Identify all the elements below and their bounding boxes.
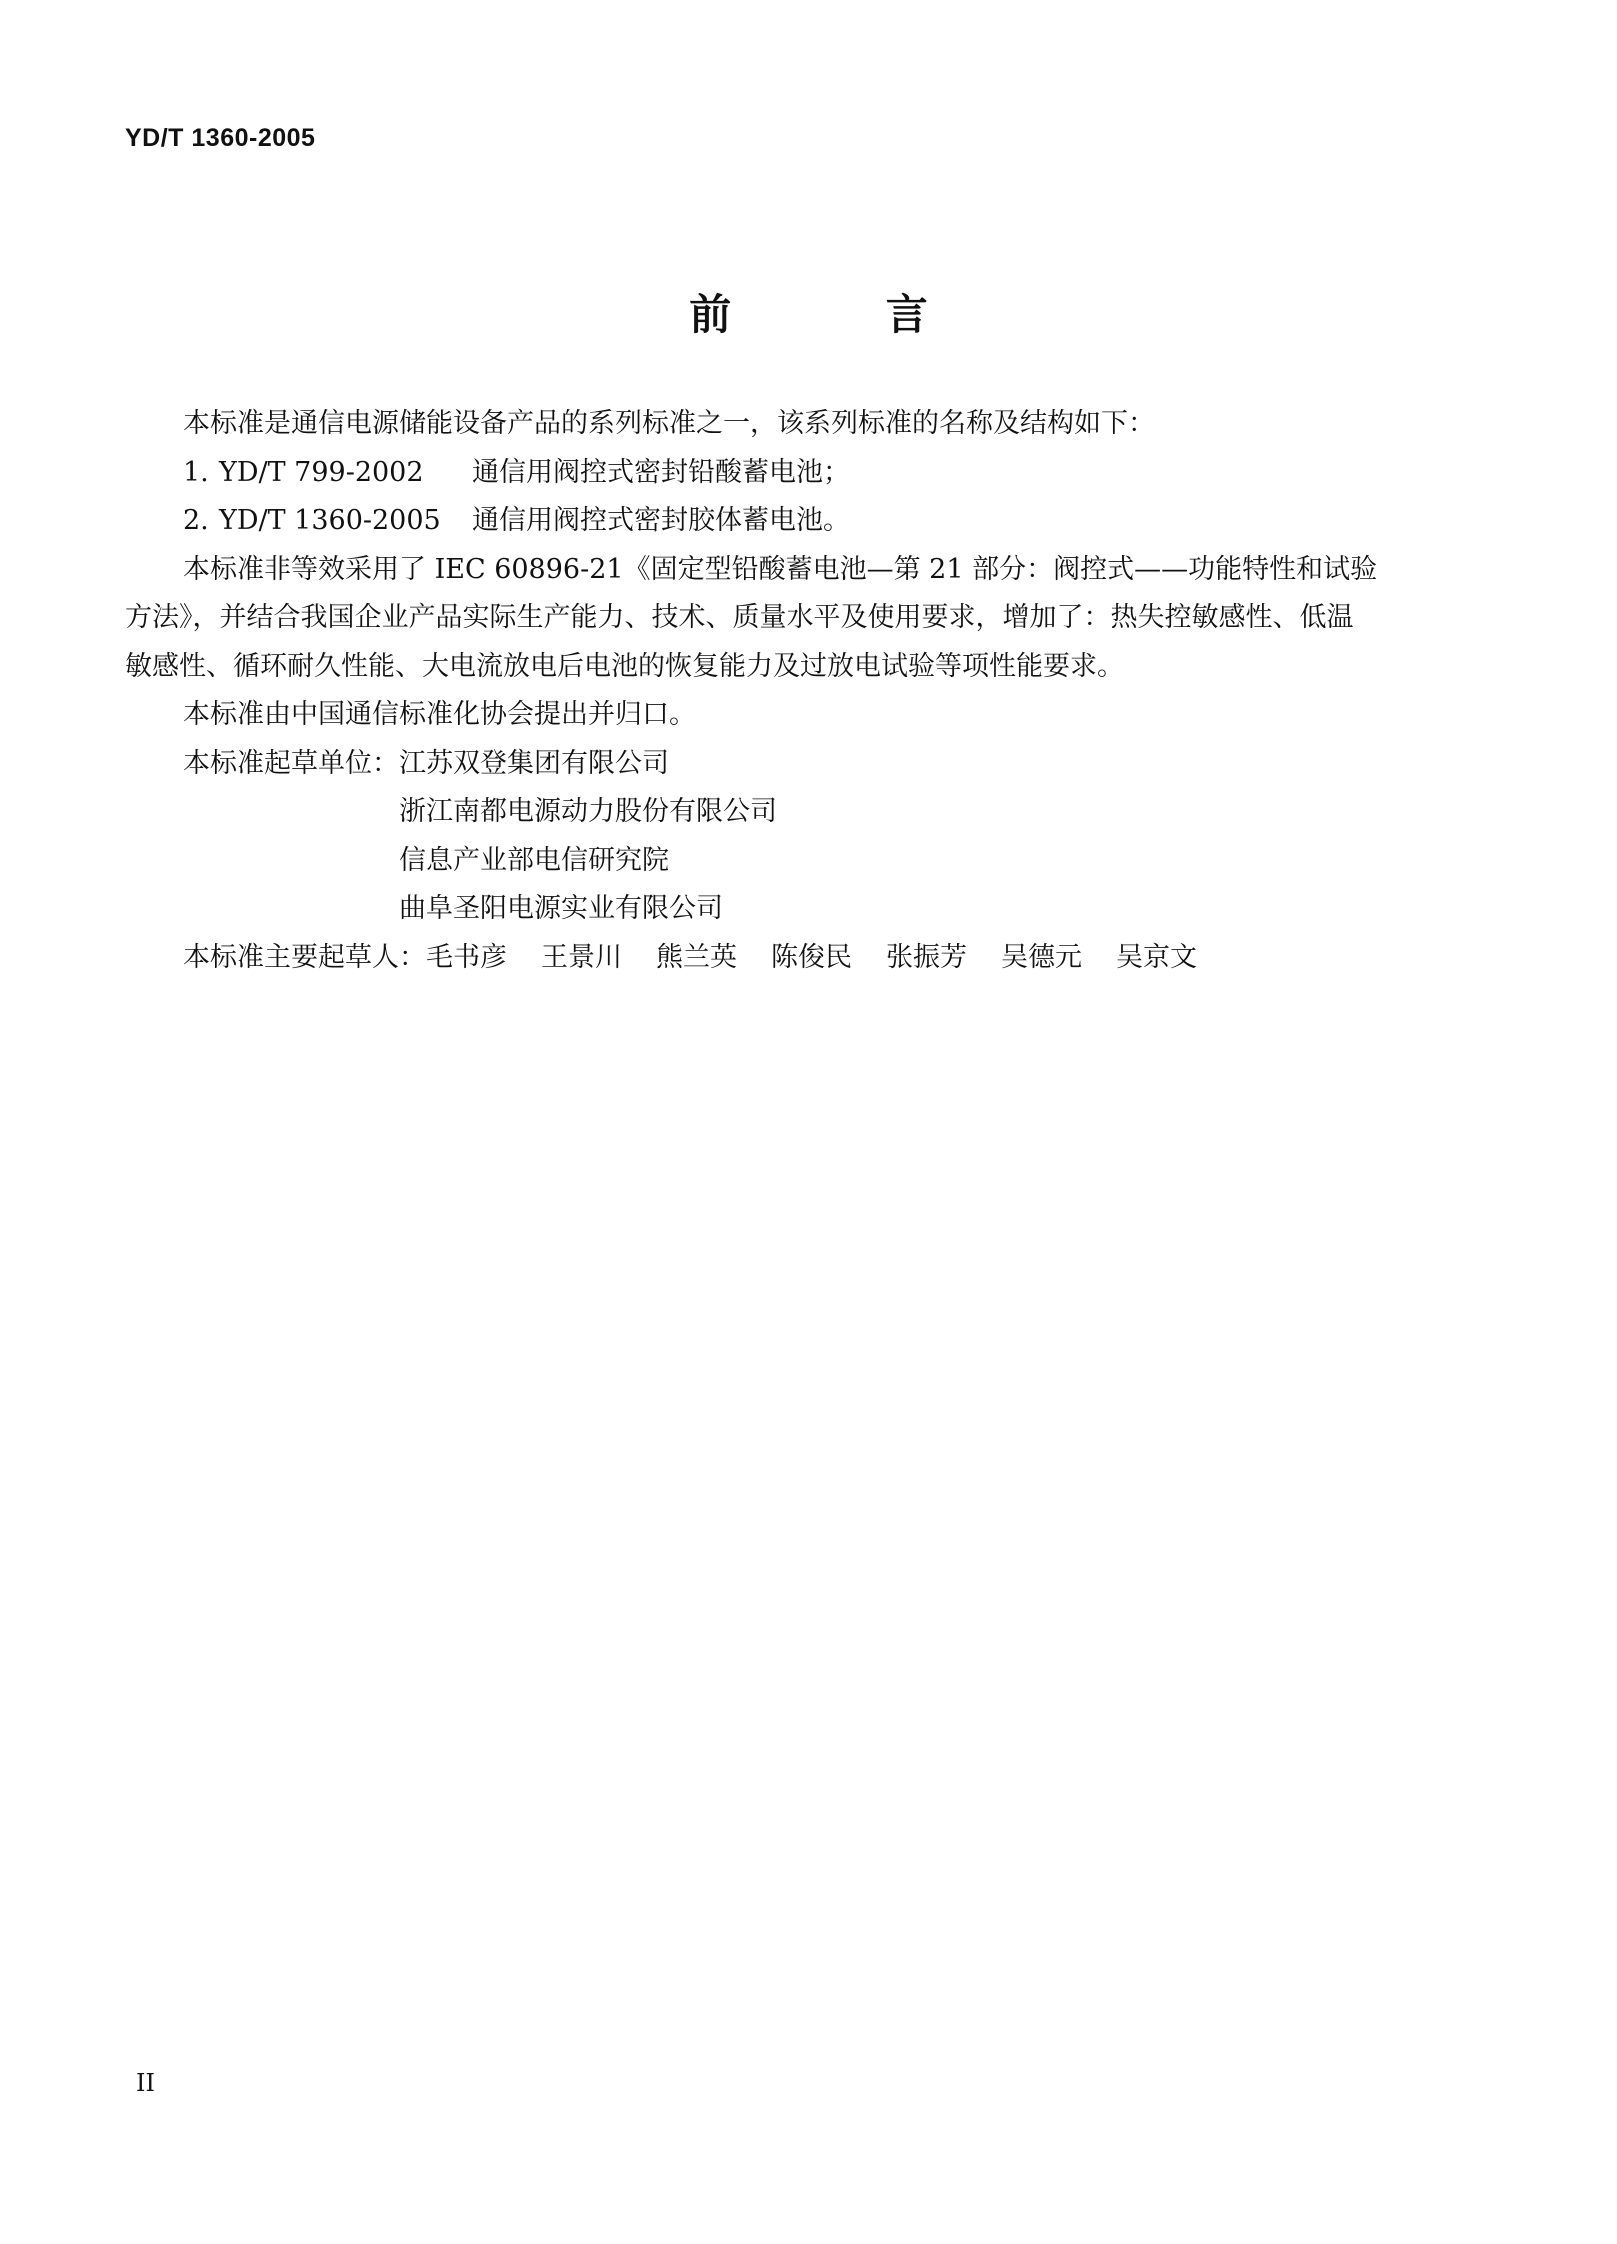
series-item-number: 2. — [183, 505, 209, 536]
series-item-2 — [125, 497, 1470, 546]
series-item-name: 通信用阀控式密封铅酸蓄电池； — [472, 456, 850, 488]
intro-paragraph: 本标准是通信电源储能设备产品的系列标准之一，该系列标准的名称及结构如下： — [183, 408, 1155, 439]
series-item-name: 通信用阀控式密封胶体蓄电池。 — [472, 505, 850, 536]
document-code: YD/T 1360-2005 — [125, 124, 316, 152]
drafters-line — [125, 934, 1470, 983]
series-item-number: 1. — [183, 456, 209, 488]
drafting-units-list — [399, 740, 777, 934]
drafting-units — [125, 740, 1470, 934]
proposer-paragraph: 本标准由中国通信标准化协会提出并归口。 — [183, 699, 696, 730]
drafter-name: 王景川 — [541, 941, 622, 973]
series-item-1 — [125, 449, 1470, 498]
series-item-code: YD/T 1360-2005 — [219, 505, 441, 536]
drafting-unit: 浙江南都电源动力股份有限公司 — [399, 796, 777, 827]
drafter-name: 吴京文 — [1116, 941, 1197, 973]
drafting-units-label: 本标准起草单位： — [183, 747, 399, 779]
series-item-code: YD/T 799-2002 — [219, 456, 424, 488]
page-number: II — [136, 2069, 155, 2097]
drafter-name: 吴德元 — [1001, 941, 1082, 973]
page-title: 前 言 — [689, 290, 998, 339]
drafting-unit: 江苏双登集团有限公司 — [399, 747, 669, 779]
adoption-paragraph-line-3: 敏感性、循环耐久性能、大电流放电后电池的恢复能力及过放电试验等项性能要求。 — [125, 650, 1124, 682]
adoption-paragraph-line-1: 本标准非等效采用了 IEC 60896-21《固定型铅酸蓄电池—第 21 部分：阀控式——功能特性和试验 — [183, 553, 1378, 585]
drafter-name: 张振芳 — [886, 941, 967, 973]
drafter-name: 熊兰英 — [656, 941, 737, 973]
drafter-name: 陈俊民 — [771, 941, 852, 973]
drafting-unit: 曲阜圣阳电源实业有限公司 — [399, 893, 723, 924]
drafting-unit: 信息产业部电信研究院 — [399, 844, 669, 876]
adoption-paragraph-line-2: 方法》，并结合我国企业产品实际生产能力、技术、质量水平及使用要求，增加了：热失控敏感性、低温 — [125, 602, 1354, 633]
drafters-label: 本标准主要起草人： — [183, 941, 426, 973]
foreword-body — [125, 400, 1470, 982]
drafter-name: 毛书彦 — [426, 941, 507, 973]
